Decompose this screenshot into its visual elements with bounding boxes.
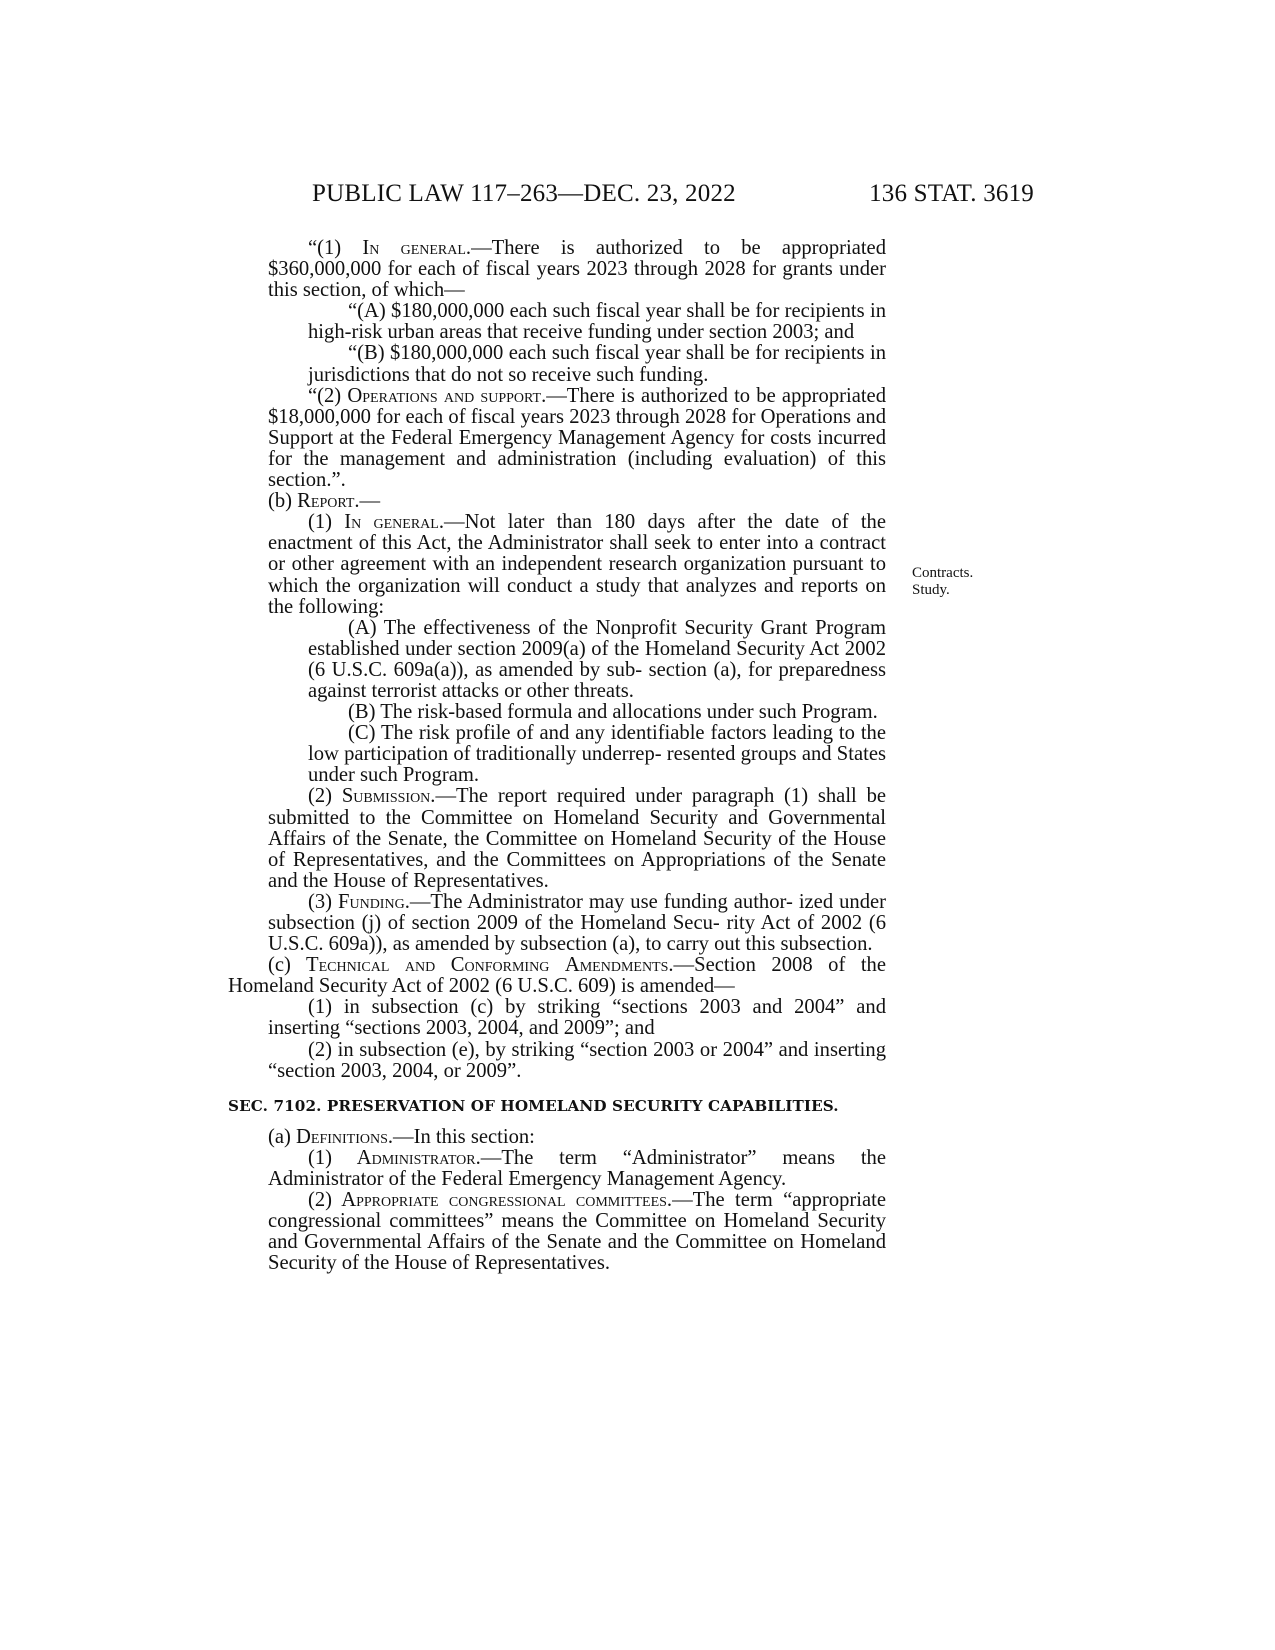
report-item-c: (C) The risk profile of and any identifiable factors leading to the low participation of traditionally underrep- resented groups and States under such Program.: [308, 722, 886, 787]
paragraph-submission: (2) Submission.—The report required under paragraph (1) shall be submitted to the Committee on Homeland Security and Governmental Affairs of the Senate, the Committee on Homeland Security of the House of Representatives, and the Committees on Appropriations of the Senate and the House of Representatives.: [268, 785, 887, 892]
page-header: [312, 180, 1034, 220]
margin-note-study: Study.: [912, 582, 950, 598]
amendment-item-2: (2) in subsection (e), by striking “section 2003 or 2004” and inserting “section 2003, 2004, or 2009”.: [268, 1038, 886, 1082]
report-item-b: (B) The risk-based formula and allocations under such Program.: [348, 701, 878, 724]
subsection-b-report: (b) Report.—: [268, 490, 381, 513]
margin-notes: [912, 565, 973, 599]
running-head: PUBLIC LAW 117–263—DEC. 23, 2022: [312, 180, 736, 207]
statute-body: [228, 237, 887, 1275]
subparagraph-b-other: “(B) $180,000,000 each such fiscal year shall be for recipients in jurisdictions that do not so receive such funding.: [308, 342, 886, 386]
definition-administrator: (1) Administrator.—The term “Administrator” means the Administrator of the Federal Emergency Management Agency.: [268, 1146, 886, 1191]
paragraph-authorization-general: “(1) In general.—There is authorized to be appropriated $360,000,000 for each of fiscal years 2023 through 2028 for grants under this section, of which—: [268, 237, 886, 302]
paragraph-report-general: (1) In general.—Not later than 180 days after the date of the enactment of this Act, the Administrator shall seek to enter into a contract or other agreement with an independent research organization pursuant to which the organization will conduct a study that analyzes and reports on the following:: [268, 511, 886, 618]
paragraph-operations-support: “(2) Operations and support.—There is authorized to be appropriated $18,000,000 for each of fiscal years 2023 through 2028 for Operations and Support at the Federal Emergency Management Agency for costs incurred for the management and administration (including evaluation) of this section.”.: [268, 384, 886, 492]
section-heading: SEC. 7102. PRESERVATION OF HOMELAND SECURITY CAPABILITIES.: [228, 1096, 839, 1115]
report-item-a: (A) The effectiveness of the Nonprofit Security Grant Program established under section 2009(a) of the Homeland Security Act 2002 (6 U.S.C. 609a(a)), as amended by sub- section (a), for preparedness against terrorist attacks or other threats.: [308, 616, 886, 702]
amendment-item-1: (1) in subsection (c) by striking “sections 2003 and 2004” and inserting “sections 2003, 2004, and 2009”; and: [268, 996, 886, 1040]
paragraph-funding: (3) Funding.—The Administrator may use funding author- ized under subsection (j) of section 2009 of the Homeland Secu- rity Act of 2002 (6 U.S.C. 609a)), as amended by subsection (a), to carry out this subsection.: [268, 890, 886, 956]
subparagraph-a-urban: “(A) $180,000,000 each such fiscal year shall be for recipients in high-risk urban areas that receive funding under section 2003; and: [308, 300, 886, 344]
definition-committees: (2) Appropriate congressional committees.—The term “appropriate congressional committees” means the Committee on Homeland Security and Governmental Affairs of the Senate and the Committee on Homeland Security of the House of Representatives.: [268, 1189, 886, 1275]
page-number: 136 STAT. 3619: [869, 180, 1034, 207]
subsection-a-definitions: (a) Definitions.—In this section:: [268, 1125, 535, 1148]
subsection-c-technical-amendments: (c) Technical and Conforming Amendments.—Section 2008 of the Homeland Security Act of 2002 (6 U.S.C. 609) is amended—: [228, 954, 886, 998]
margin-note-contracts: Contracts.: [912, 565, 974, 581]
